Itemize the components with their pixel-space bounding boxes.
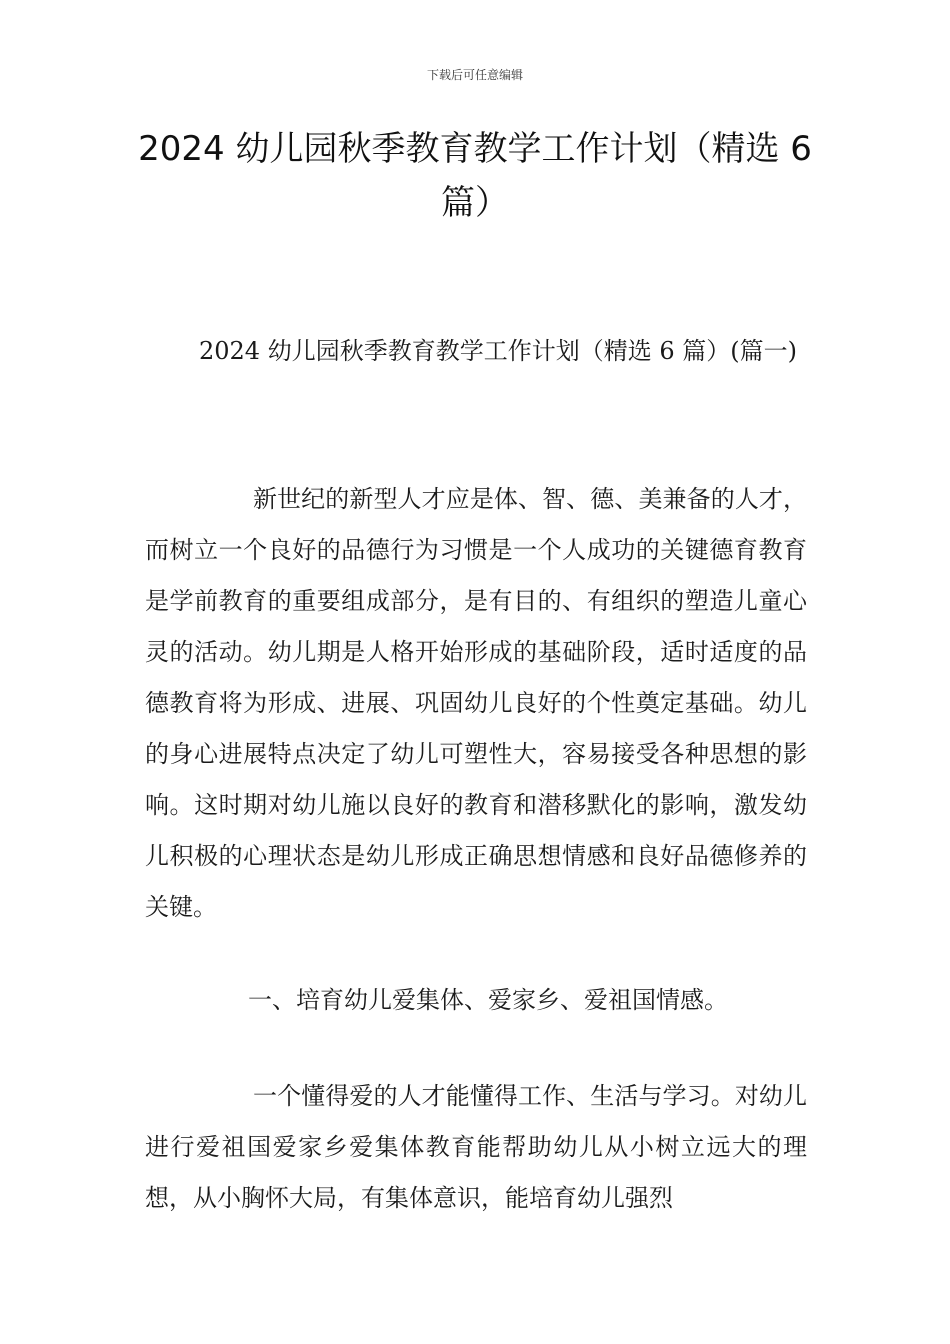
body-paragraph: 一个懂得爱的人才能懂得工作、生活与学习。对幼儿进行爱祖国爱家乡爱集体教育能帮助幼儿从小树立远大的理想，从小胸怀大局，有集体意识，能培育幼儿强烈 bbox=[145, 1082, 807, 1212]
section-heading: 一、培育幼儿爱集体、爱家乡、爱祖国情感。 bbox=[248, 986, 728, 1014]
header-note: 下载后可任意编辑 bbox=[426, 68, 523, 82]
intro-paragraph: 新世纪的新型人才应是体、智、德、美兼备的人才，而树立一个良好的品德行为习惯是一个人成功的关键德育教育是学前教育的重要组成部分，是有目的、有组织的塑造儿童心灵的活动。幼儿期是人格开始形成的基础阶段，适时适度的品德教育将为形成、进展、巩固幼儿良好的个性奠定基础。幼儿的身心进展特点决定了幼儿可塑性大，容易接受各种思想的影响。这时期对幼儿施以良好的教育和潜移默化的影响，激发幼儿积极的心理状态是幼儿形成正确思想情感和良好品德修养的关键。 bbox=[145, 485, 807, 921]
document-title: 2024 幼儿园秋季教育教学工作计划（精选 6 篇） bbox=[138, 129, 812, 223]
section-subtitle: 2024 幼儿园秋季教育教学工作计划（精选 6 篇）(篇一) bbox=[199, 337, 797, 365]
